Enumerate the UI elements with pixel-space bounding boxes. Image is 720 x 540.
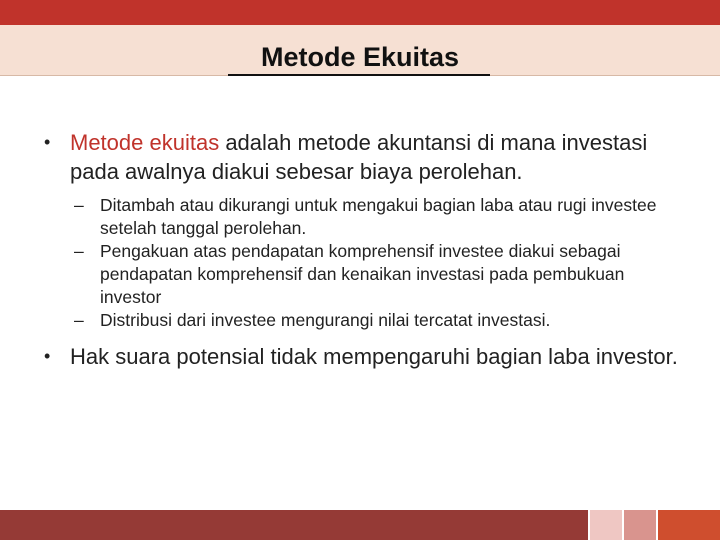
sub-bullet-3: [40, 309, 690, 332]
dash-icon: –: [74, 241, 84, 261]
bullet-dot-icon: •: [44, 132, 51, 152]
slide-title: Metode Ekuitas: [260, 42, 460, 72]
sub-bullet-1-text: Ditambah atau dikurangi untuk mengakui bagian laba atau rugi investee setelah tanggal perolehan.: [100, 195, 657, 238]
slide-content: [40, 128, 690, 371]
footer-bar: [0, 510, 588, 540]
bullet-dot-icon: •: [44, 346, 51, 366]
bullet-2-text: Hak suara potensial tidak mempengaruhi bagian laba investor.: [70, 344, 678, 369]
top-accent-bar: [0, 0, 720, 25]
bullet-1-highlight: Metode ekuitas: [70, 130, 220, 155]
footer-block-dark: [658, 510, 720, 540]
sub-bullet-2: [40, 240, 690, 309]
bullet-1-text: adalah metode akuntansi di mana investasi pada awalnya diakui sebesar biaya perolehan.: [70, 130, 648, 184]
dash-icon: –: [74, 195, 84, 215]
footer-block-mid: [624, 510, 656, 540]
footer-block-light: [590, 510, 622, 540]
bullet-2: [40, 342, 690, 371]
bullet-1: [40, 128, 690, 186]
dash-icon: –: [74, 310, 84, 330]
sub-bullet-2-text: Pengakuan atas pendapatan komprehensif investee diakui sebagai pendapatan komprehensif dan kenaikan investasi pada pembukuan investor: [100, 241, 625, 307]
title-underline: [228, 74, 490, 76]
sub-bullet-3-text: Distribusi dari investee mengurangi nilai tercatat investasi.: [100, 310, 551, 330]
sub-bullet-1: [40, 194, 690, 240]
sub-bullet-list: [40, 194, 690, 332]
